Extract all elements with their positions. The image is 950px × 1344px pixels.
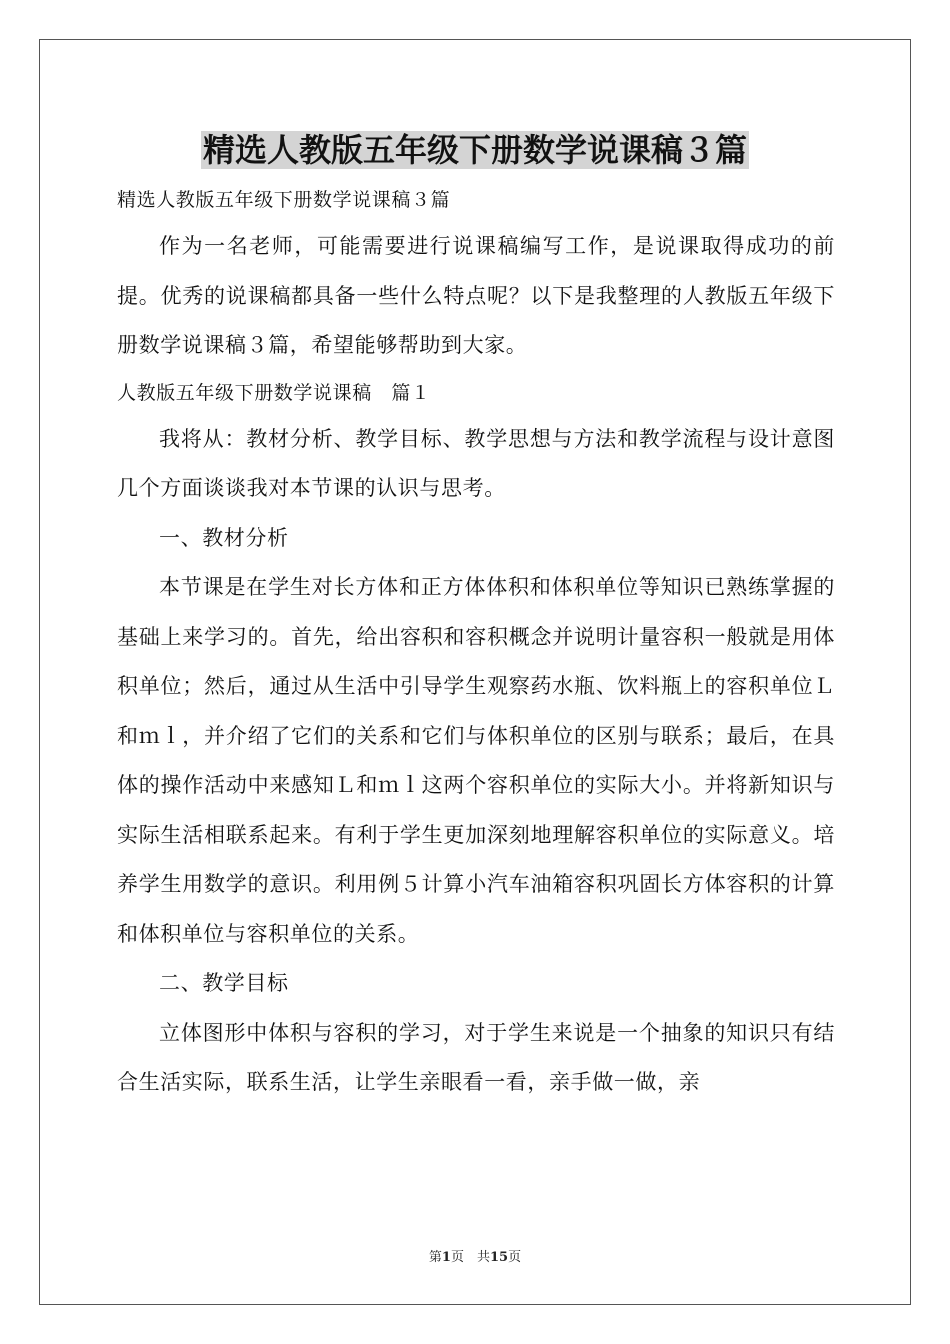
footer-suffix: 页 <box>508 1250 522 1265</box>
footer-prefix: 第 <box>428 1250 442 1265</box>
teaching-goals-paragraph: 立体图形中体积与容积的学习，对于学生来说是一个抽象的知识只有结合生活实际，联系生活，让学生亲眼看一看，亲手做一做，亲 <box>117 1020 835 1094</box>
footer-middle: 页 共 <box>450 1250 490 1265</box>
overview-paragraph: 我将从：教材分析、教学目标、教学思想与方法和教学流程与设计意图几个方面谈谈我对本节课的认识与思考。 <box>117 426 835 500</box>
document-title <box>0 126 950 174</box>
footer-page-number: 1 <box>441 1250 451 1265</box>
page-footer <box>0 1246 950 1265</box>
document-title-text: 精选人教版五年级下册数学说课稿３篇 <box>202 131 747 169</box>
heading-teaching-goals: 二、教学目标 <box>159 971 289 995</box>
material-analysis-paragraph: 本节课是在学生对长方体和正方体体积和体积单位等知识已熟练掌握的基础上来学习的。首先，给出容积和容积概念并说明计量容积一般就是用体积单位；然后，通过从生活中引导学生观察药水瓶、饮料瓶上的容积单位Ｌ和ｍｌ，并介绍了它们的关系和它们与体积单位的区别与联系；最后，在具体的操作活动中来感知Ｌ和ｍｌ这两个容积单位的实际大小。并将新知识与实际生活相联系起来。有利于学生更加深刻地理解容积单位的实际意义。培养学生用数学的意识。利用例５计算小汽车油箱容积巩固长方体容积的计算和体积单位与容积单位的关系。 <box>117 575 835 946</box>
intro-paragraph: 作为一名老师，可能需要进行说课稿编写工作，是说课取得成功的前提。优秀的说课稿都具备一些什么特点呢？以下是我整理的人教版五年级下册数学说课稿３篇，希望能够帮助到大家。 <box>117 234 835 357</box>
footer-total-pages: 15 <box>489 1250 509 1265</box>
document-subtitle: 精选人教版五年级下册数学说课稿３篇 <box>117 189 451 211</box>
section-heading-part1: 人教版五年级下册数学说课稿 篇１ <box>117 381 431 404</box>
document-body <box>117 178 835 1108</box>
heading-material-analysis: 一、教材分析 <box>159 525 289 550</box>
